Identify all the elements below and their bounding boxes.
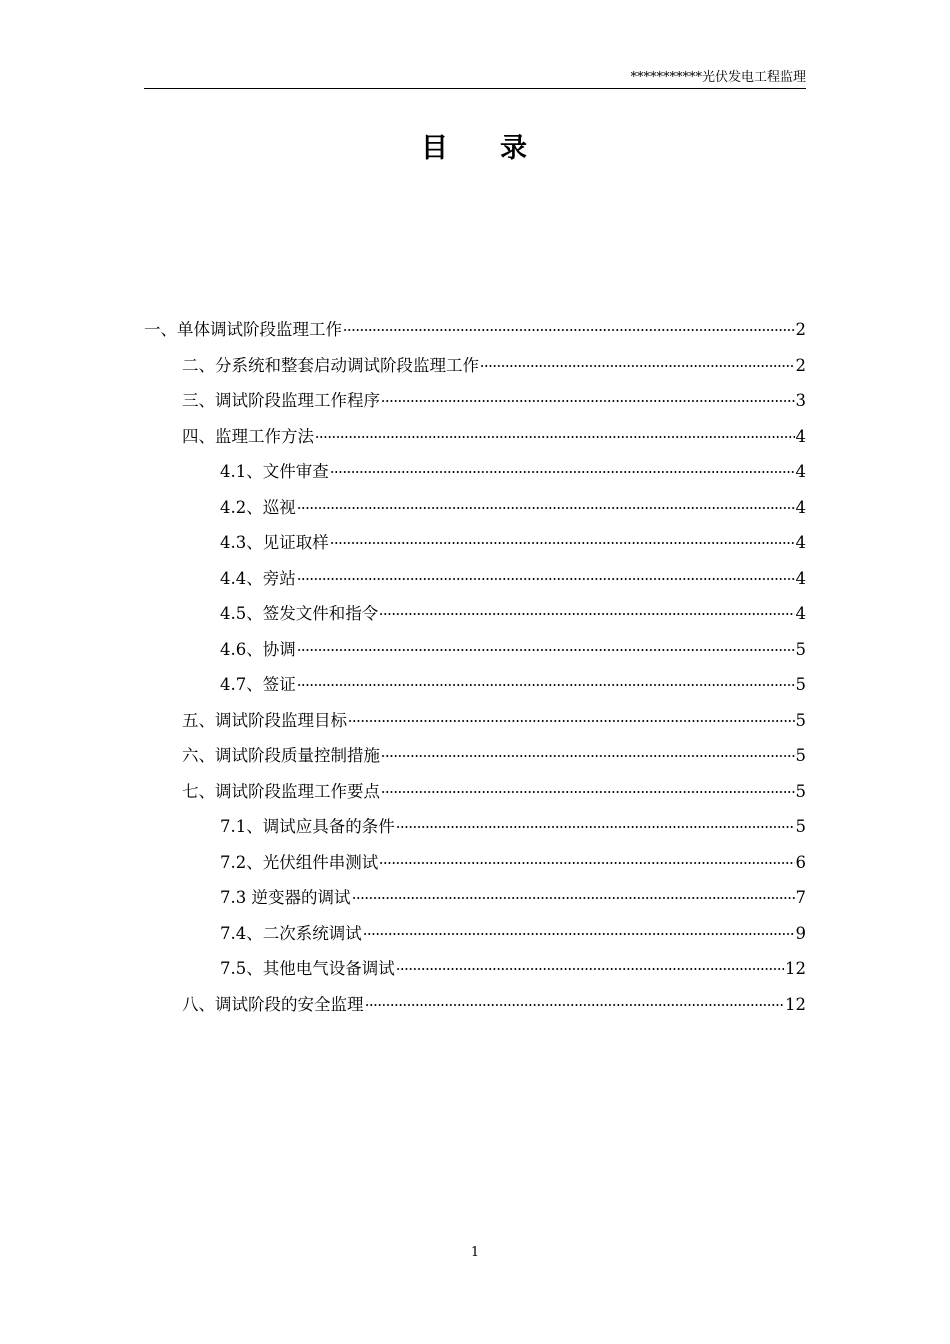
toc-entry[interactable] [144,383,806,419]
toc-entry-page-number: 4 [795,533,806,552]
toc-entry-label: 六、调试阶段质量控制措施 [182,746,380,765]
toc-entry[interactable] [144,774,806,810]
toc-entry[interactable] [144,419,806,455]
toc-entry-label: 4.3、见证取样 [220,533,329,552]
toc-dot-leader [352,897,795,899]
toc-entry-label: 一、单体调试阶段监理工作 [144,320,342,339]
toc-entry-label: 五、调试阶段监理目标 [182,710,347,730]
toc-entry-page-number: 2 [795,320,806,339]
toc-entry-label: 4.6、协调 [220,639,296,659]
toc-dot-leader [381,400,795,402]
toc-entry[interactable] [144,987,806,1023]
toc-entry[interactable] [144,525,806,561]
toc-dot-leader [396,968,784,970]
toc-entry-label: 三、调试阶段监理工作程序 [182,391,380,410]
toc-dot-leader [379,613,794,615]
toc-entry-page-number: 4 [795,426,806,446]
header-rule [144,88,806,89]
toc-entry[interactable] [144,845,806,881]
toc-entry-label: 二、分系统和整套启动调试阶段监理工作 [182,355,479,375]
toc-dot-leader [315,436,795,438]
toc-entry-page-number: 5 [795,781,806,801]
toc-entry-page-number: 4 [795,462,806,481]
toc-dot-leader [381,791,795,793]
toc-entry-page-number: 12 [785,994,806,1014]
toc-entry[interactable] [144,703,806,739]
toc-entry[interactable] [144,312,806,348]
toc-entry[interactable] [144,632,806,668]
toc-dot-leader [480,365,795,367]
toc-entry[interactable] [144,667,806,703]
toc-entry[interactable] [144,561,806,597]
toc-dot-leader [343,329,795,331]
toc-entry-label: 八、调试阶段的安全监理 [182,994,364,1014]
toc-entry-label: 4.4、旁站 [220,568,296,588]
toc-entry-page-number: 5 [795,746,806,765]
toc-entry-page-number: 12 [785,959,806,978]
toc-entry[interactable] [144,809,806,845]
toc-entry-label: 4.1、文件审查 [220,462,329,481]
toc-entry-page-number: 2 [795,355,806,375]
toc-entry-page-number: 5 [795,639,806,659]
toc-entry-page-number: 4 [795,568,806,588]
toc-dot-leader [363,933,795,935]
toc-dot-leader [297,578,795,580]
toc-entry-label: 四、监理工作方法 [182,426,314,446]
toc-dot-leader [297,649,795,651]
toc-entry-label: 4.7、签证 [220,675,296,694]
toc-entry[interactable] [144,880,806,916]
toc-entry-label: 七、调试阶段监理工作要点 [182,781,380,801]
toc-entry[interactable] [144,738,806,774]
toc-entry-label: 4.5、签发文件和指令 [220,604,379,623]
toc-entry[interactable] [144,951,806,987]
toc-entry-label: 7.2、光伏组件串测试 [220,852,379,872]
toc-entry[interactable] [144,348,806,384]
toc-entry-page-number: 7 [795,888,806,907]
title-char-2: 录 [500,133,529,164]
toc-dot-leader [381,755,795,757]
toc-entry-label: 4.2、巡视 [220,497,296,517]
toc-entry-page-number: 9 [795,923,806,943]
toc-entry-page-number: 6 [795,852,806,872]
toc-entry[interactable] [144,454,806,490]
toc-dot-leader [365,1004,785,1006]
toc-dot-leader [348,720,795,722]
toc-entry-label: 7.5、其他电气设备调试 [220,959,395,978]
toc-entry-page-number: 5 [795,675,806,694]
toc-entry-page-number: 4 [795,604,806,623]
toc-dot-leader [330,471,795,473]
toc-entry[interactable] [144,916,806,952]
toc-dot-leader [379,862,794,864]
title-char-1: 目 [421,133,450,164]
toc-entry-label: 7.4、二次系统调试 [220,923,362,943]
toc-dot-leader [297,507,795,509]
toc-entry-page-number: 3 [795,391,806,410]
table-of-contents [144,312,806,1022]
page-number: 1 [470,1245,480,1260]
page-title [0,130,950,168]
running-header: ***********光伏发电工程监理 [630,70,806,85]
toc-entry-page-number: 4 [795,497,806,517]
toc-entry[interactable] [144,596,806,632]
toc-dot-leader [297,684,795,686]
toc-entry-label: 7.1、调试应具备的条件 [220,817,395,836]
toc-entry-label: 7.3 逆变器的调试 [220,888,351,907]
toc-dot-leader [396,826,795,828]
toc-entry-page-number: 5 [795,817,806,836]
toc-entry[interactable] [144,490,806,526]
toc-dot-leader [330,542,795,544]
toc-entry-page-number: 5 [795,710,806,730]
